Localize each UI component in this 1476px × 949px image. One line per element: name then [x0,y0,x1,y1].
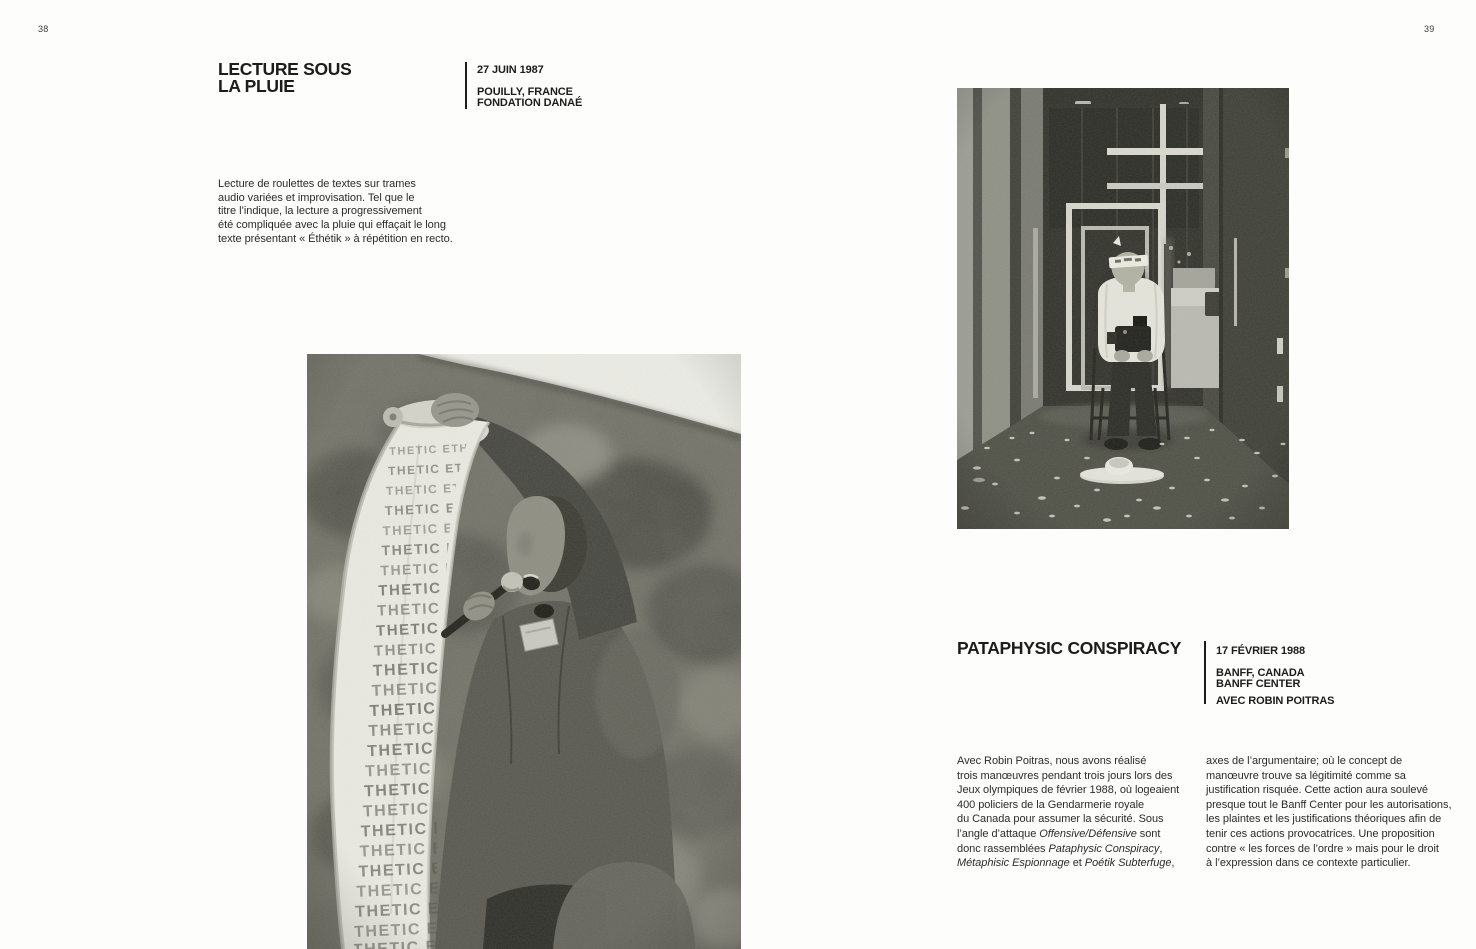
photo-performer-svg [307,354,741,949]
body-line: été compliquée avec la pluie qui effaçait le long [218,219,446,232]
event-location-line: BANFF, CANADA [1216,667,1305,679]
body-line: les plaintes et les justifications théoriques afin de [1206,813,1442,826]
vignette [957,88,1289,529]
body-line: Jeux olympiques de février 1988, où logeaient [957,784,1180,797]
body-line: à l’expression dans ce contexte particulier. [1206,857,1411,870]
text-run: et [1069,857,1085,870]
article-title-line: LA PLUIE [218,76,295,96]
body-column-1 [957,754,1207,871]
body-line: tenir ces actions provocatrices. Une proposition [1206,827,1435,840]
event-date: 17 FÉVRIER 1988 [1216,645,1305,657]
body-line: manœuvre trouve sa légitimité comme sa [1206,769,1406,782]
body-line: Avec Robin Poitras, nous avons réalisé [957,755,1147,767]
body-line [957,842,1207,857]
text-run: , [1171,857,1175,870]
photo-performer-with-scroll [307,354,741,949]
text-run: l’angle d’attaque [957,827,1040,840]
body-line: trois manœuvres pendant trois jours lors des [957,769,1173,782]
body-line: du Canada pour assumer la sécurité. Sous [957,813,1164,826]
event-location-line: BANFF CENTER [1216,678,1301,690]
event-location-line: FONDATION DANAÉ [477,97,583,109]
event-credit: AVEC ROBIN POITRAS [1216,695,1335,707]
vignette [307,354,741,949]
article-title: PATAPHYSIC CONSPIRACY [957,638,1182,658]
meta-divider-rule [1204,641,1206,704]
event-location-line: POUILLY, FRANCE [477,86,573,98]
body-line: 400 policiers de la Gendarmerie royale [957,798,1145,811]
body-line: audio variées et improvisation. Tel que le [218,191,415,204]
body-line: contre « les forces de l’ordre » mais pour le droit [1206,842,1439,855]
body-line [957,856,1207,871]
text-run: donc rassemblées [957,842,1049,855]
body-line: Lecture de roulettes de textes sur trames [218,178,416,190]
text-run-italic: Poétik Subterfuge [1084,857,1172,870]
body-line: axes de l’argumentaire; où le concept de [1206,755,1403,767]
photo-hallway-svg [957,88,1289,529]
event-date: 27 JUIN 1987 [477,64,544,76]
text-run: sont [1136,827,1161,840]
page-number-right: 39 [1424,24,1435,34]
body-line: titre l’indique, la lecture a progressivement [218,205,422,218]
body-line: texte présentant « Éthétik » à répétition en recto. [218,232,453,245]
page-number-left: 38 [38,24,49,34]
photo-blindfolded-man-hallway [957,88,1289,529]
body-line: presque tout le Banff Center pour les autorisations, [1206,798,1452,811]
text-run: , [1159,842,1163,855]
body-line: justification risquée. Cette action aura soulevé [1206,784,1429,797]
text-run-italic: Métaphisic Espionnage [957,857,1070,870]
article-title-line: LECTURE SOUS [218,59,352,79]
text-run-italic: Offensive/Défensive [1039,827,1137,840]
body-column-2 [1206,754,1476,871]
text-run-italic: Pataphysic Conspiracy [1048,842,1160,855]
body-line [957,827,1207,842]
meta-divider-rule [465,62,467,109]
body-paragraph [218,178,468,247]
